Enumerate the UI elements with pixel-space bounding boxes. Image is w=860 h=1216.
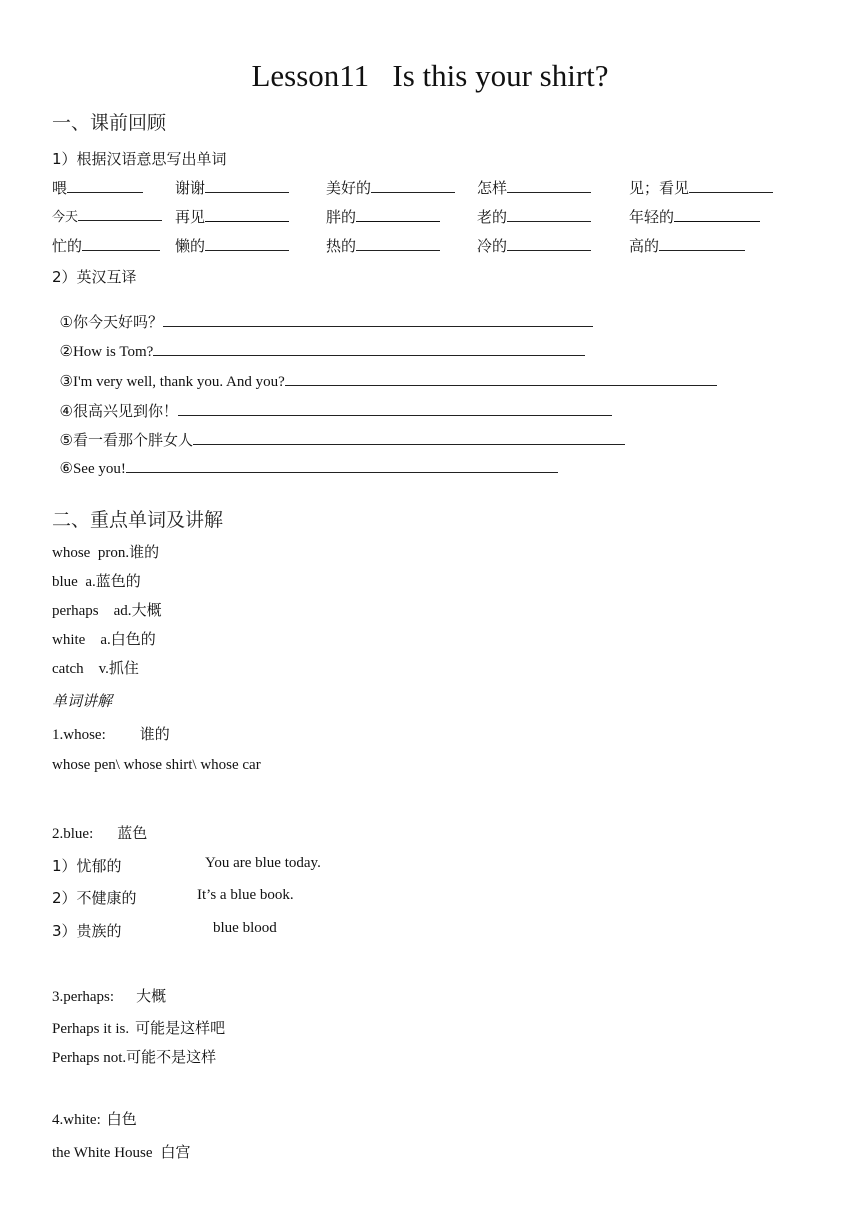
translation-item: ②How is Tom? (52, 324, 585, 361)
answer-blank[interactable] (674, 207, 760, 222)
vocab-item: blue a.蓝色的 (52, 572, 141, 590)
word-cell (52, 206, 162, 225)
word-cell (52, 177, 143, 198)
answer-blank[interactable] (371, 178, 455, 193)
whose-heading: 1.whose: 谁的 (52, 725, 170, 743)
translation-item: ⑥See you! (52, 441, 558, 478)
section-1-heading: 一、课前回顾 (52, 112, 167, 134)
word-prompt: 今天 (52, 210, 79, 225)
vocab-item: whose pron.谁的 (52, 543, 160, 561)
vocab-item: white a.白色的 (52, 630, 156, 648)
word-prompt: 年轻的 (629, 208, 675, 226)
word-prompt: 懒的 (175, 237, 206, 255)
part-1-label: 1）根据汉语意思写出单词 (52, 150, 227, 168)
perhaps-example: Perhaps it is. 可能是这样吧 (52, 1019, 226, 1037)
white-example: the White House 白宫 (52, 1143, 191, 1161)
answer-blank[interactable] (126, 458, 558, 473)
answer-blank[interactable] (205, 236, 289, 251)
word-prompt: 冷的 (477, 237, 508, 255)
answer-blank[interactable] (507, 178, 591, 193)
word-cell (175, 177, 289, 198)
white-heading: 4.white: 白色 (52, 1110, 137, 1128)
translation-item: ④很高兴见到你！ (52, 383, 612, 421)
blue-sense-en: blue blood (213, 920, 277, 936)
part-2-label: 2）英汉互译 (52, 268, 137, 286)
word-prompt: 见；看见 (629, 179, 690, 197)
vocab-item: catch v.抓住 (52, 659, 139, 677)
word-prompt: 美好的 (326, 179, 372, 197)
word-prompt: 喂 (52, 179, 68, 197)
answer-blank[interactable] (356, 236, 440, 251)
blue-heading: 2.blue: 蓝色 (52, 824, 148, 842)
whose-example: whose pen\ whose shirt\ whose car (52, 757, 261, 773)
word-cell (477, 177, 591, 198)
answer-blank[interactable] (78, 206, 162, 221)
word-cell (326, 206, 440, 227)
perhaps-example: Perhaps not.可能不是这样 (52, 1048, 217, 1066)
page-title: Lesson11 Is this your shirt? (251, 58, 609, 93)
blue-sense-en: It’s a blue book. (197, 887, 294, 903)
answer-blank[interactable] (82, 236, 160, 251)
blue-sense-cn: 2）不健康的 (52, 889, 137, 907)
blue-sense-en: You are blue today. (205, 855, 321, 871)
word-prompt: 高的 (629, 237, 660, 255)
word-cell (477, 206, 591, 227)
word-prompt: 胖的 (326, 208, 357, 226)
answer-blank[interactable] (356, 207, 440, 222)
explain-label: 单词讲解 (52, 692, 113, 710)
answer-blank[interactable] (205, 207, 289, 222)
word-cell (326, 235, 440, 256)
word-prompt: 谢谢 (175, 179, 206, 197)
word-cell (629, 177, 773, 198)
word-prompt: 再见 (175, 208, 206, 226)
word-prompt: 热的 (326, 237, 357, 255)
word-prompt: 忙的 (52, 237, 83, 255)
word-cell (326, 177, 455, 198)
section-2-heading: 二、重点单词及讲解 (52, 509, 224, 531)
blue-sense-cn: 1）忧郁的 (52, 857, 122, 875)
word-prompt: 怎样 (477, 179, 508, 197)
word-cell (477, 235, 591, 256)
answer-blank[interactable] (689, 178, 773, 193)
word-cell (629, 235, 745, 256)
blue-sense-cn: 3）贵族的 (52, 922, 122, 940)
answer-blank[interactable] (659, 236, 745, 251)
perhaps-heading: 3.perhaps: 大概 (52, 987, 167, 1005)
answer-blank[interactable] (205, 178, 289, 193)
word-cell (175, 235, 289, 256)
word-cell (629, 206, 760, 227)
word-cell (52, 235, 160, 256)
word-cell (175, 206, 289, 227)
answer-blank[interactable] (507, 207, 591, 222)
translation-item: ①你今天好吗？ (52, 294, 593, 332)
word-prompt: 老的 (477, 208, 508, 226)
answer-blank[interactable] (67, 178, 143, 193)
answer-blank[interactable] (507, 236, 591, 251)
translation-item: ⑤看一看那个胖女人 (52, 412, 625, 450)
vocab-item: perhaps ad.大概 (52, 601, 162, 619)
translation-item: ③I'm very well, thank you. And you? (52, 354, 717, 391)
